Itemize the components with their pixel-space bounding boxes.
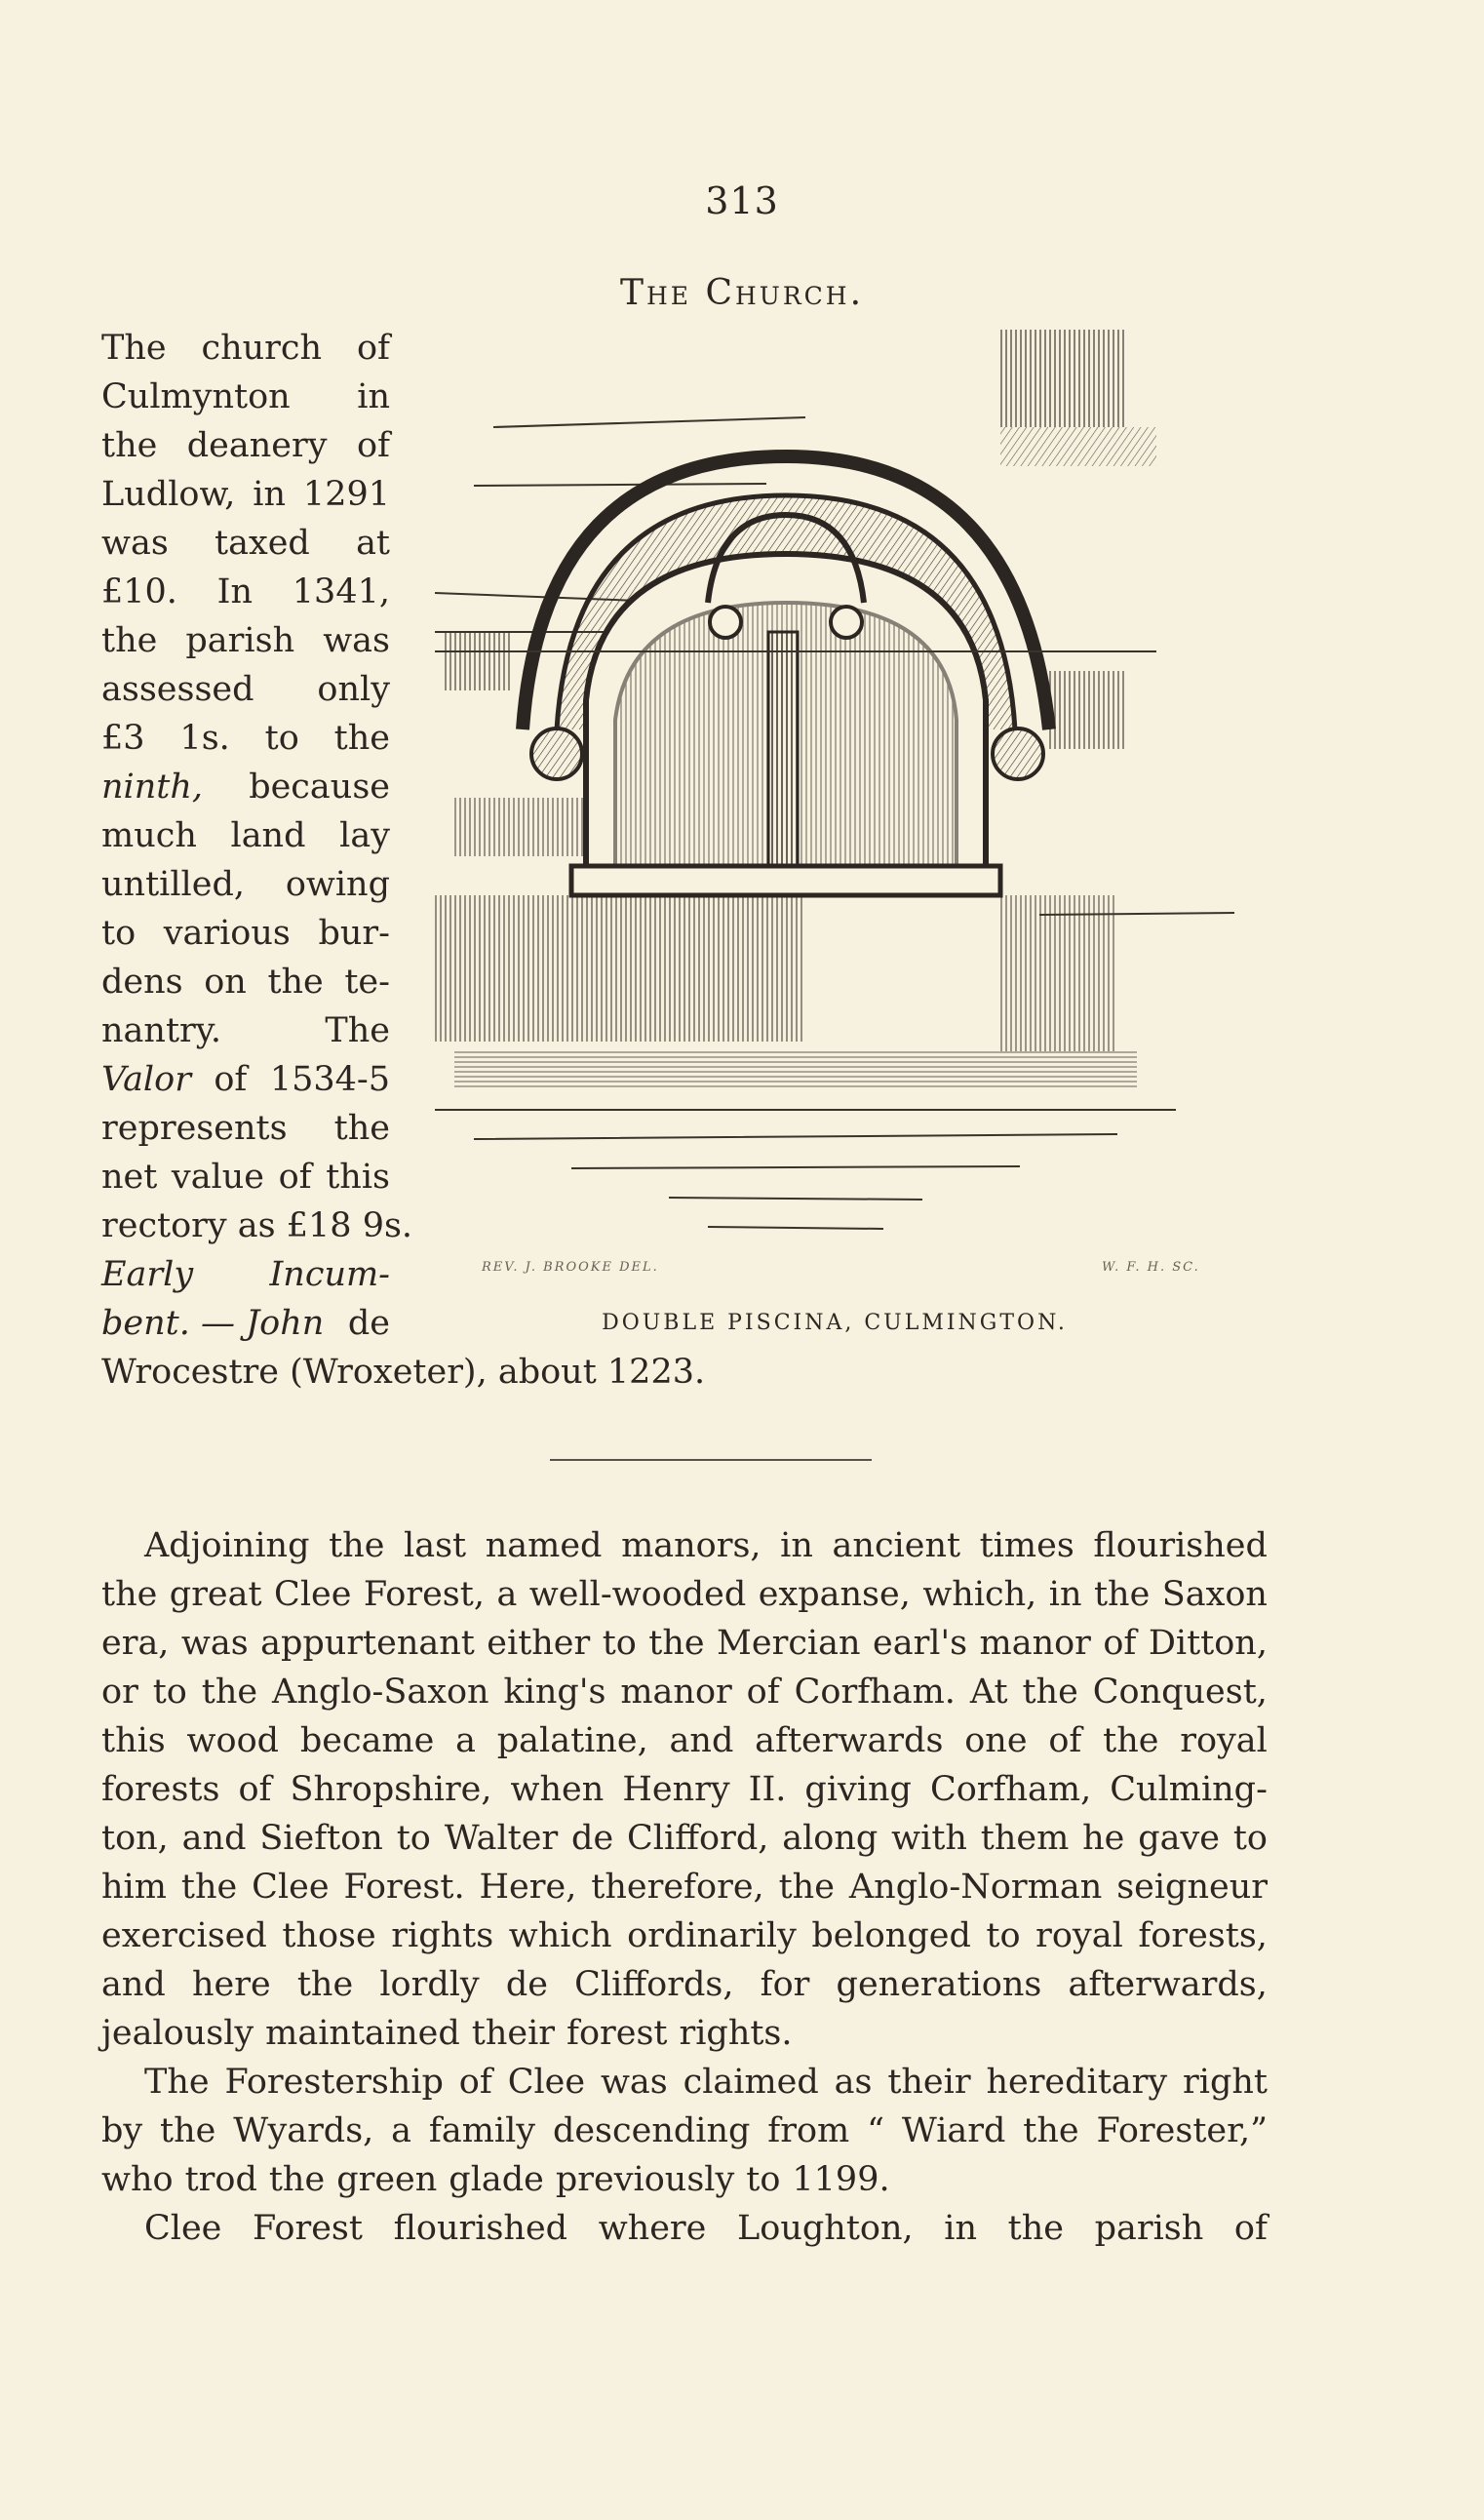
body-word: as [834, 2063, 873, 2102]
body-word: well-wooded [528, 1575, 747, 1614]
body-text-line [101, 2204, 1268, 2253]
sidebar-text-line [101, 1153, 390, 1201]
page-number: 313 [705, 179, 779, 222]
body-word: belonged [811, 1916, 971, 1955]
body-word: here [191, 1965, 271, 2004]
body-word: maintained [265, 2014, 460, 2053]
wrapped-text-line: Wrocestre (Wroxeter), about 1223. [101, 1353, 706, 1392]
body-word: appurtenant [260, 1624, 475, 1663]
sidebar-word: dens [101, 963, 183, 1002]
body-word: Forester,” [1096, 2111, 1268, 2150]
sidebar-word: lay [339, 816, 390, 855]
sidebar-word: in [357, 377, 390, 416]
body-word: the [1007, 2209, 1064, 2248]
sidebar-word: on [204, 963, 247, 1002]
body-word: gave [1138, 1819, 1221, 1858]
body-word: which [508, 1916, 612, 1955]
body-word: the [1023, 2111, 1079, 2150]
body-word: from [767, 2111, 850, 2150]
body-word: him [101, 1868, 167, 1907]
body-word: in [1048, 1575, 1082, 1614]
body-word: which, [922, 1575, 1037, 1614]
body-word: Siefton [259, 1819, 383, 1858]
body-word: the [160, 2111, 216, 2150]
body-word: and [101, 1965, 166, 2004]
sidebar-word: value [171, 1158, 265, 1197]
body-word: wood [186, 1721, 280, 1760]
body-word: ton, [101, 1819, 169, 1858]
body-word: At [969, 1673, 1008, 1712]
body-word: afterwards [755, 1721, 944, 1760]
body-word: seigneur [1116, 1868, 1268, 1907]
body-text-line [101, 1619, 1268, 1668]
body-text-line [101, 1911, 1268, 1960]
body-text-line [101, 2058, 1268, 2107]
sidebar-word: de [347, 1304, 390, 1343]
body-word: II. [748, 1770, 787, 1809]
sidebar-word: land [230, 816, 306, 855]
body-word: glade [449, 2160, 544, 2199]
sidebar-word: £3 [101, 719, 145, 758]
sidebar-word: to [101, 914, 137, 953]
body-word: along [782, 1819, 879, 1858]
body-word: to [1232, 1819, 1268, 1858]
body-word: parish [1094, 2209, 1204, 2248]
body-word: by [101, 2111, 143, 2150]
body-word: giving [804, 1770, 912, 1809]
sidebar-word: The [325, 1011, 390, 1050]
body-word: Clee [507, 2063, 586, 2102]
body-word: a [455, 1721, 476, 1760]
body-word: was [180, 1624, 249, 1663]
engraver-credit-left: REV. J. BROOKE DEL. [482, 1260, 659, 1275]
body-text-line [101, 1716, 1268, 1765]
body-word: royal [1180, 1721, 1268, 1760]
body-word: Conquest, [1092, 1673, 1268, 1712]
body-word: era, [101, 1624, 170, 1663]
sidebar-word: Ludlow, [101, 475, 236, 514]
sidebar-word: was [101, 524, 169, 563]
body-word: royal [1035, 1916, 1123, 1955]
body-word: Clee [274, 1575, 352, 1614]
body-word: named [485, 1526, 603, 1565]
body-word: flourished [1093, 1526, 1268, 1565]
sidebar-word: the [333, 1109, 390, 1148]
body-word: and [181, 1819, 247, 1858]
body-word: rights [391, 1916, 494, 1955]
body-word: expanse, [758, 1575, 911, 1614]
sidebar-word: Culmynton [101, 377, 291, 416]
body-word: of [1048, 1721, 1082, 1760]
body-word: of [458, 2063, 492, 2102]
sidebar-word: assessed [101, 670, 254, 709]
body-word: who [101, 2160, 174, 2199]
body-word: a [496, 1575, 518, 1614]
body-word: times [979, 1526, 1074, 1565]
body-word: the [329, 1526, 385, 1565]
body-word: to [986, 1916, 1021, 1955]
section-divider [550, 1459, 872, 1461]
piscina-illustration [415, 310, 1254, 1266]
running-head: The Church. [619, 273, 865, 313]
body-text-line [101, 2155, 1268, 2204]
body-word: the [1103, 1721, 1159, 1760]
body-word: to [602, 1624, 637, 1663]
sidebar-text-line [101, 665, 390, 714]
body-word: the [1022, 1673, 1078, 1712]
body-text-line [101, 1570, 1268, 1619]
sidebar-word: of [214, 1060, 248, 1099]
body-word: in [944, 2209, 977, 2248]
sidebar-text-line [101, 373, 390, 421]
sidebar-word: of [356, 329, 390, 368]
body-word: Saxon [1161, 1575, 1268, 1614]
sidebar-word: deanery [186, 426, 328, 465]
body-word: their [887, 2063, 971, 2102]
body-word: Clifford, [627, 1819, 769, 1858]
body-word: flourished [393, 2209, 568, 2248]
sidebar-word: at [356, 524, 390, 563]
body-word: a [391, 2111, 412, 2150]
sidebar-text-line [101, 421, 390, 470]
sidebar-text-line [101, 811, 390, 860]
sidebar-word: this [326, 1158, 390, 1197]
sidebar-word: the [101, 621, 158, 660]
body-word: great [169, 1575, 262, 1614]
sidebar-word: church [201, 329, 323, 368]
sidebar-word: te- [344, 963, 390, 1002]
sidebar-word: of [278, 1158, 312, 1197]
body-word: de [571, 1819, 614, 1858]
sidebar-word: taxed [215, 524, 310, 563]
body-word: Corfham. [794, 1673, 956, 1712]
body-word: was [600, 2063, 668, 2102]
body-word: palatine, [496, 1721, 648, 1760]
body-word: generations [836, 1965, 1042, 2004]
body-word: when [510, 1770, 605, 1809]
body-word: The [144, 2063, 210, 2102]
body-word: Henry [622, 1770, 730, 1809]
sidebar-text-line [101, 1201, 413, 1250]
body-word: Loughton, [737, 2209, 914, 2248]
body-text-line [101, 1521, 1268, 1570]
sidebar-word: to [264, 719, 299, 758]
body-word: Clee [144, 2209, 222, 2248]
body-word: Corfham, [929, 1770, 1092, 1809]
sidebar-text-line [101, 958, 390, 1006]
body-word: either [487, 1624, 591, 1663]
body-text-line [101, 1765, 1268, 1814]
sidebar-text-line [101, 324, 390, 373]
body-word: earl's [872, 1624, 968, 1663]
body-word: ordinarily [627, 1916, 797, 1955]
sidebar-text-line [101, 568, 390, 616]
sidebar-text-column [101, 324, 413, 1348]
sidebar-text-line [101, 616, 390, 665]
body-word: the [268, 2160, 326, 2199]
sidebar-word: 1341, [292, 572, 390, 611]
body-word: exercised [101, 1916, 267, 1955]
sidebar-word: untilled, [101, 865, 245, 904]
body-word: or [101, 1673, 138, 1712]
body-word: Cliffords, [574, 1965, 734, 2004]
body-word: king's [503, 1673, 606, 1712]
sidebar-text-line [101, 1250, 390, 1299]
body-word: in [780, 1526, 813, 1565]
body-word: the [296, 1965, 354, 2004]
body-text-line [101, 1668, 1268, 1716]
sidebar-word: parish [185, 621, 295, 660]
sidebar-word: the [333, 719, 390, 758]
body-word: them [980, 1819, 1070, 1858]
body-word: ancient [832, 1526, 961, 1565]
body-word: Mercian [717, 1624, 861, 1663]
body-word: the [1093, 1575, 1151, 1614]
sidebar-word: because [249, 768, 390, 807]
body-word: for [760, 1965, 810, 2004]
sidebar-word: bent. — John [101, 1304, 325, 1343]
body-word: manors, [621, 1526, 762, 1565]
sidebar-word: various [163, 914, 291, 953]
sidebar-word: 1534-5 [269, 1060, 390, 1099]
body-word: with [891, 1819, 967, 1858]
body-word: last [404, 1526, 467, 1565]
body-word: 1199. [792, 2160, 890, 2199]
sidebar-text-line [101, 714, 390, 763]
body-word: afterwards, [1068, 1965, 1268, 2004]
sidebar-text-line [101, 909, 390, 958]
body-text-line [101, 1863, 1268, 1911]
body-word: this [101, 1721, 166, 1760]
body-word: family [428, 2111, 536, 2150]
body-word: manor [620, 1673, 732, 1712]
body-word: Anglo-Norman [848, 1868, 1103, 1907]
body-word: those [282, 1916, 376, 1955]
sidebar-word: the [267, 963, 324, 1002]
body-word: Forest, [363, 1575, 485, 1614]
sidebar-text-line [101, 470, 390, 519]
sidebar-word: of [356, 426, 390, 465]
sidebar-word: Early [101, 1255, 194, 1294]
body-word: Here, [479, 1868, 577, 1907]
sidebar-word: in [253, 475, 287, 514]
body-word: the [201, 1673, 258, 1712]
sidebar-text-line [101, 860, 390, 909]
sidebar-word: owing [285, 865, 390, 904]
body-word: the [778, 1868, 835, 1907]
body-word: Walter [444, 1819, 559, 1858]
body-word: and [669, 1721, 734, 1760]
sidebar-text-line [101, 1299, 390, 1348]
sidebar-text-line [101, 1006, 390, 1055]
body-word: Culming- [1110, 1770, 1268, 1809]
sidebar-word: bur- [318, 914, 390, 953]
body-word: the [180, 1868, 238, 1907]
sidebar-text-line [101, 519, 390, 568]
body-word: of [1103, 1624, 1137, 1663]
piscina-engraving [415, 310, 1254, 1285]
sidebar-word: represents [101, 1109, 288, 1148]
sidebar-word: only [317, 670, 390, 709]
figure-caption: DOUBLE PISCINA, CULMINGTON. [602, 1311, 1068, 1335]
body-word: lordly [379, 1965, 480, 2004]
body-word: Forest. [343, 1868, 465, 1907]
body-text-line [101, 2107, 1268, 2155]
body-word: to [396, 1819, 431, 1858]
sidebar-word: 1s. [179, 719, 230, 758]
body-word: rights. [679, 2014, 793, 2053]
body-text-line [101, 1814, 1268, 1863]
sidebar-word: was [323, 621, 390, 660]
sidebar-word: Incum- [269, 1255, 390, 1294]
body-word: their [471, 2014, 555, 2053]
sidebar-word: £10. [101, 572, 177, 611]
body-word: Ditton, [1148, 1624, 1268, 1663]
sidebar-word: much [101, 816, 197, 855]
body-word: de [505, 1965, 548, 2004]
body-word: manor [979, 1624, 1091, 1663]
body-word: claimed [683, 2063, 819, 2102]
body-word: Anglo-Saxon [272, 1673, 489, 1712]
sidebar-word: Valor [101, 1060, 191, 1099]
body-word: he [1082, 1819, 1125, 1858]
body-word: of [1233, 2209, 1268, 2248]
body-word: became [299, 1721, 435, 1760]
sidebar-word: In [216, 572, 254, 611]
body-word: forest [566, 2014, 668, 2053]
body-word: previously [555, 2160, 735, 2199]
body-word: one [964, 1721, 1028, 1760]
body-word: the [648, 1624, 705, 1663]
body-word: the [101, 1575, 158, 1614]
body-word: Forestership [224, 2063, 444, 2102]
sidebar-text-line [101, 1104, 390, 1153]
body-text-line [101, 1960, 1268, 2009]
body-word: forests, [1138, 1916, 1268, 1955]
body-word: Forest [253, 2209, 363, 2248]
sidebar-word: rectory as £18 9s. [101, 1206, 413, 1245]
sidebar-text-line [101, 763, 390, 811]
sidebar-text-line [101, 1055, 390, 1104]
body-word: jealously [101, 2014, 254, 2053]
body-text [101, 1521, 1268, 2253]
engraver-credit-right: W. F. H. SC. [1102, 1260, 1200, 1275]
sidebar-word: 1291 [302, 475, 390, 514]
body-word: to [152, 1673, 187, 1712]
body-word: trod [184, 2160, 257, 2199]
body-word: hereditary [986, 2063, 1168, 2102]
body-word: Shropshire, [290, 1770, 492, 1809]
sidebar-word: ninth, [101, 768, 204, 807]
body-word: Wyards, [233, 2111, 374, 2150]
body-word: Wiard [901, 2111, 1006, 2150]
body-word: where [598, 2209, 707, 2248]
body-word: descending [552, 2111, 751, 2150]
body-word: of [238, 1770, 272, 1809]
sidebar-word: the [101, 426, 158, 465]
body-word: therefore, [591, 1868, 764, 1907]
body-word: Clee [252, 1868, 330, 1907]
sidebar-word: net [101, 1158, 158, 1197]
body-text-line [101, 2009, 1268, 2058]
body-word: green [336, 2160, 438, 2199]
body-word: Adjoining [144, 1526, 310, 1565]
sidebar-word: The [101, 329, 167, 368]
body-word: forests [101, 1770, 220, 1809]
body-word: to [746, 2160, 781, 2199]
body-word: right [1183, 2063, 1268, 2102]
sidebar-word: nantry. [101, 1011, 221, 1050]
body-word: of [746, 1673, 780, 1712]
body-word: “ [867, 2111, 884, 2150]
